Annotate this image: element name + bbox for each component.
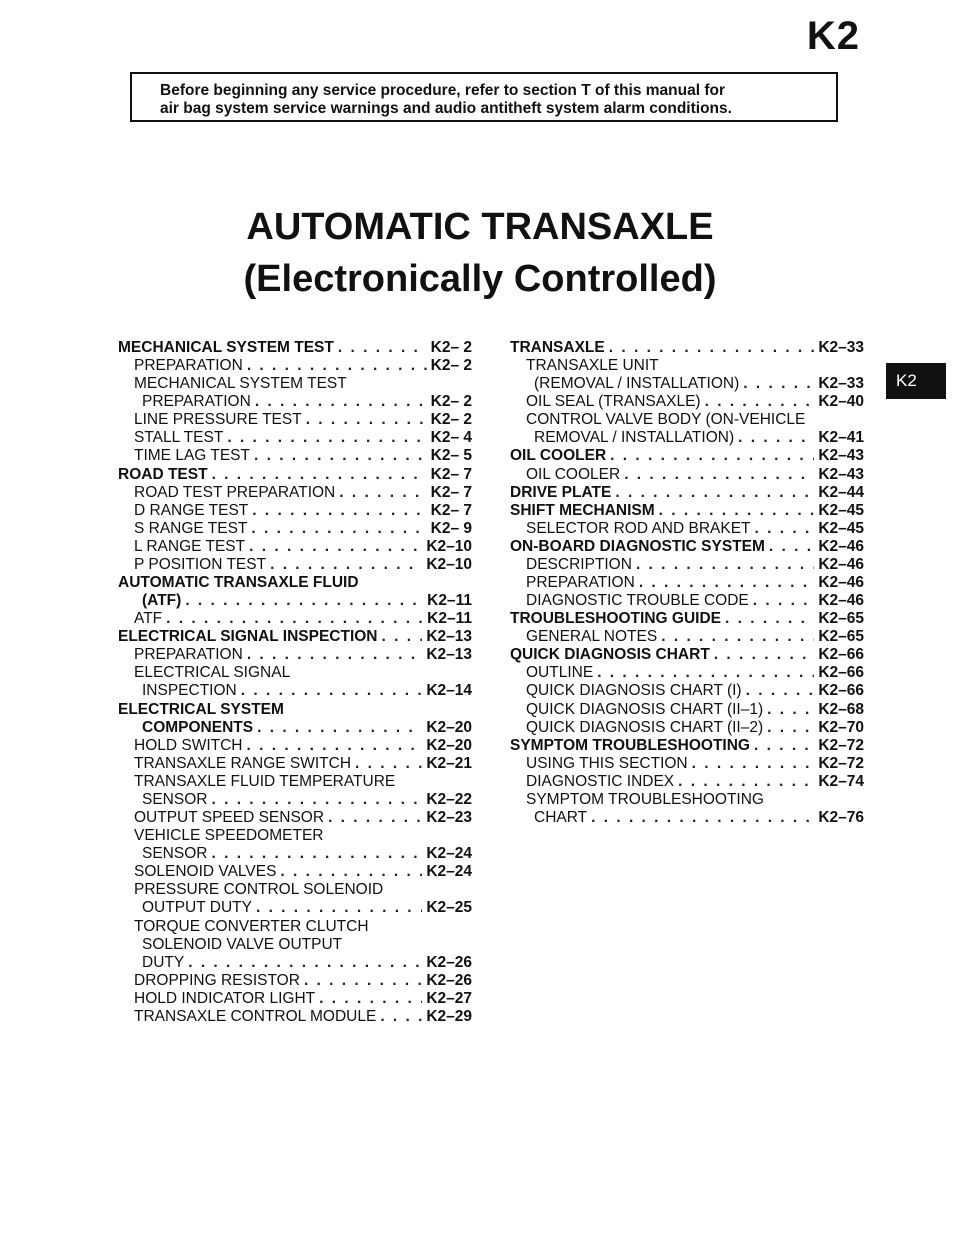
- toc-entry[interactable]: [118, 773, 472, 791]
- toc-entry-label: MECHANICAL SYSTEM TEST: [134, 375, 347, 393]
- toc-entry-page: K2–27: [426, 989, 472, 1007]
- toc-entry[interactable]: [118, 809, 472, 827]
- toc-entry-page: K2–43: [818, 447, 864, 465]
- toc-entry-page: K2–24: [426, 845, 472, 863]
- toc-entry[interactable]: [510, 375, 864, 393]
- toc-dot-leader: [255, 393, 427, 411]
- toc-entry[interactable]: [510, 755, 864, 773]
- toc-entry-page: K2–26: [426, 971, 472, 989]
- toc-entry[interactable]: [118, 447, 472, 465]
- toc-entry-label: ELECTRICAL SIGNAL INSPECTION: [118, 628, 378, 646]
- toc-dot-leader: [339, 484, 426, 502]
- toc-entry-label: PRESSURE CONTROL SOLENOID: [134, 881, 384, 899]
- toc-dot-leader: [743, 375, 814, 393]
- toc-entry[interactable]: [510, 664, 864, 682]
- toc-entry-page: K2–72: [818, 754, 864, 772]
- toc-entry[interactable]: [510, 628, 864, 646]
- toc-entry-label: L RANGE TEST: [134, 537, 246, 555]
- toc-entry-page: K2–29: [426, 1007, 472, 1025]
- toc-entry[interactable]: [118, 1008, 472, 1026]
- toc-entry-label: SENSOR: [142, 790, 208, 808]
- toc-entry[interactable]: [510, 466, 864, 484]
- toc-entry-label: USING THIS SECTION: [526, 754, 688, 772]
- toc-dot-leader: [636, 556, 814, 574]
- toc-entry-page: K2–11: [427, 592, 472, 610]
- toc-entry[interactable]: [118, 936, 472, 954]
- toc-dot-leader: [241, 682, 423, 700]
- toc-dot-leader: [247, 646, 423, 664]
- toc-entry[interactable]: [118, 339, 472, 357]
- toc-entry-page: K2– 7: [430, 501, 472, 519]
- toc-dot-leader: [738, 429, 814, 447]
- toc-dot-leader: [769, 538, 814, 556]
- toc-entry[interactable]: [510, 773, 864, 791]
- toc-entry[interactable]: [118, 845, 472, 863]
- toc-entry[interactable]: [510, 556, 864, 574]
- toc-dot-leader: [355, 755, 422, 773]
- toc-entry[interactable]: [118, 538, 472, 556]
- toc-entry-page: K2–43: [818, 465, 864, 483]
- toc-entry-label: TORQUE CONVERTER CLUTCH: [134, 917, 369, 935]
- toc-dot-leader: [624, 466, 814, 484]
- toc-entry-page: K2–25: [426, 899, 472, 917]
- toc-entry-page: K2–33: [818, 339, 864, 356]
- toc-dot-leader: [254, 447, 427, 465]
- toc-entry-label: D RANGE TEST: [134, 501, 249, 519]
- toc-dot-leader: [188, 954, 422, 972]
- toc-entry[interactable]: [510, 719, 864, 737]
- toc-entry[interactable]: [118, 375, 472, 393]
- toc-dot-leader: [251, 520, 426, 538]
- toc-entry-label: ROAD TEST: [118, 465, 208, 483]
- toc-entry-label: PREPARATION: [526, 574, 635, 592]
- toc-entry-label: MECHANICAL SYSTEM TEST: [118, 339, 334, 356]
- toc-dot-leader: [304, 972, 422, 990]
- toc-entry-label: TRANSAXLE UNIT: [526, 357, 659, 375]
- toc-entry[interactable]: [510, 737, 864, 755]
- warning-line-1: Before beginning any service procedure, refer to section T of this manual for: [160, 82, 726, 99]
- toc-dot-leader: [338, 339, 427, 357]
- toc-entry-page: K2–10: [426, 537, 472, 555]
- toc-dot-leader: [319, 990, 422, 1008]
- toc-entry-page: K2– 2: [430, 393, 472, 411]
- toc-entry[interactable]: [118, 646, 472, 664]
- toc-entry[interactable]: [510, 592, 864, 610]
- toc-entry-label: HOLD INDICATOR LIGHT: [134, 989, 316, 1007]
- toc-entry-page: K2–20: [426, 736, 472, 754]
- toc-entry-label: SELECTOR ROD AND BRAKET: [526, 519, 751, 537]
- toc-entry-page: K2–70: [818, 718, 864, 736]
- toc-entry-label: ELECTRICAL SYSTEM: [118, 700, 284, 718]
- toc-entry-label: TROUBLESHOOTING GUIDE: [510, 610, 721, 628]
- toc-dot-leader: [678, 773, 814, 791]
- toc-entry-page: K2– 9: [430, 519, 472, 537]
- toc-entry-label: HOLD SWITCH: [134, 736, 243, 754]
- toc-entry-label: DIAGNOSTIC TROUBLE CODE: [526, 592, 749, 610]
- toc-dot-leader: [597, 664, 814, 682]
- toc-entry-label: GENERAL NOTES: [526, 628, 658, 646]
- warning-line-2: air bag system service warnings and audio antitheft system alarm conditions.: [160, 100, 732, 117]
- toc-entry[interactable]: [510, 574, 864, 592]
- toc-entry-label: DUTY: [142, 953, 185, 971]
- toc-entry[interactable]: [118, 484, 472, 502]
- toc-entry[interactable]: [118, 990, 472, 1008]
- toc-entry[interactable]: [118, 863, 472, 881]
- toc-dot-leader: [249, 538, 422, 556]
- toc-entry-page: K2–68: [818, 700, 864, 718]
- toc-entry-page: K2– 7: [430, 483, 472, 501]
- toc-entry-page: K2–40: [818, 393, 864, 411]
- toc-dot-leader: [767, 701, 814, 719]
- toc-entry-page: K2–11: [427, 610, 472, 628]
- toc-entry-page: K2– 5: [430, 447, 472, 465]
- toc-entry-page: K2–10: [426, 555, 472, 573]
- toc-dot-leader: [705, 393, 815, 411]
- toc-entry-label: CHART: [534, 809, 588, 827]
- toc-entry-page: K2–23: [426, 809, 472, 827]
- toc-entry-page: K2– 4: [430, 429, 472, 447]
- toc-left-column: [118, 339, 472, 1026]
- toc-entry[interactable]: [118, 737, 472, 755]
- toc-dot-leader: [753, 592, 815, 610]
- toc-entry[interactable]: [118, 791, 472, 809]
- toc-entry-label: SHIFT MECHANISM: [510, 501, 655, 519]
- toc-entry-label: AUTOMATIC TRANSAXLE FLUID: [118, 574, 359, 592]
- toc-entry[interactable]: [118, 827, 472, 845]
- toc-entry-label: COMPONENTS: [142, 718, 254, 736]
- toc-entry[interactable]: [118, 574, 472, 592]
- toc-dot-leader: [767, 719, 814, 737]
- toc-entry-label: QUICK DIAGNOSIS CHART (II–1): [526, 700, 764, 718]
- toc-dot-leader: [247, 737, 423, 755]
- toc-entry-page: K2–66: [818, 646, 864, 664]
- toc-entry-label: OIL SEAL (TRANSAXLE): [526, 393, 701, 411]
- toc-entry-label: TRANSAXLE RANGE SWITCH: [134, 754, 352, 772]
- toc-entry-page: K2–24: [426, 863, 472, 881]
- toc-entry-label: SENSOR: [142, 845, 208, 863]
- toc-entry-page: K2–44: [818, 483, 864, 501]
- toc-entry-label: S RANGE TEST: [134, 519, 248, 537]
- toc-dot-leader: [270, 556, 422, 574]
- toc-entry[interactable]: [118, 972, 472, 990]
- toc-dot-leader: [380, 1008, 422, 1026]
- toc-entry-page: K2–21: [426, 754, 472, 772]
- page-title: AUTOMATIC TRANSAXLE: [246, 206, 714, 248]
- toc-entry[interactable]: [118, 701, 472, 719]
- toc-entry-page: K2–13: [426, 628, 472, 646]
- toc-entry-page: K2–33: [818, 375, 864, 393]
- toc-entry-label: ELECTRICAL SIGNAL: [134, 664, 291, 682]
- toc-entry[interactable]: [510, 809, 864, 827]
- toc-entry-label: ROAD TEST PREPARATION: [134, 483, 336, 501]
- toc-entry-page: K2–14: [426, 682, 472, 700]
- toc-entry[interactable]: [510, 538, 864, 556]
- toc-dot-leader: [211, 791, 422, 809]
- toc-dot-leader: [185, 592, 423, 610]
- toc-entry-label: LINE PRESSURE TEST: [134, 411, 302, 429]
- toc-entry-label: OUTPUT SPEED SENSOR: [134, 809, 325, 827]
- toc-entry-page: K2– 7: [430, 465, 472, 483]
- toc-entry[interactable]: [118, 357, 472, 375]
- toc-entry-label: SYMPTOM TROUBLESHOOTING: [510, 736, 750, 754]
- section-tab[interactable]: K2: [886, 363, 946, 399]
- toc-entry[interactable]: [510, 682, 864, 700]
- toc-entry[interactable]: [118, 918, 472, 936]
- toc-dot-leader: [746, 682, 815, 700]
- toc-entry-label: ON-BOARD DIAGNOSTIC SYSTEM: [510, 537, 765, 555]
- toc-entry-label: OUTPUT DUTY: [142, 899, 252, 917]
- toc-dot-leader: [247, 357, 427, 375]
- toc-entry-label: ATF: [134, 610, 163, 628]
- toc-entry-page: K2–22: [426, 790, 472, 808]
- toc-entry-label: TIME LAG TEST: [134, 447, 250, 465]
- toc-entry-page: K2–45: [818, 519, 864, 537]
- toc-entry[interactable]: [510, 520, 864, 538]
- toc-entry-label: (ATF): [142, 592, 182, 610]
- toc-dot-leader: [615, 484, 814, 502]
- toc-entry[interactable]: [118, 502, 472, 520]
- toc-right-column: [510, 339, 864, 827]
- toc-entry-label: PREPARATION: [134, 646, 243, 664]
- toc-dot-leader: [610, 447, 814, 465]
- toc-entry-label: DIAGNOSTIC INDEX: [526, 772, 675, 790]
- toc-entry-label: PREPARATION: [134, 357, 243, 375]
- toc-entry-page: K2–20: [426, 718, 472, 736]
- toc-entry[interactable]: [118, 954, 472, 972]
- toc-entry-label: TRANSAXLE FLUID TEMPERATURE: [134, 772, 396, 790]
- toc-entry[interactable]: [118, 411, 472, 429]
- toc-entry[interactable]: [118, 610, 472, 628]
- toc-entry[interactable]: [118, 393, 472, 411]
- toc-entry-label: TRANSAXLE CONTROL MODULE: [134, 1007, 377, 1025]
- toc-entry[interactable]: [118, 429, 472, 447]
- toc-entry[interactable]: [118, 682, 472, 700]
- toc-entry-page: K2–65: [818, 628, 864, 646]
- toc-entry[interactable]: [118, 881, 472, 899]
- toc-dot-leader: [725, 610, 814, 628]
- toc-entry-page: K2– 2: [430, 357, 472, 375]
- toc-entry[interactable]: [510, 357, 864, 375]
- toc-entry[interactable]: [510, 502, 864, 520]
- toc-entry-page: K2–46: [818, 537, 864, 555]
- toc-entry-label: SYMPTOM TROUBLESHOOTING: [526, 790, 764, 808]
- toc-entry-label: INSPECTION: [142, 682, 237, 700]
- toc-entry[interactable]: [118, 755, 472, 773]
- toc-entry-page: K2–76: [818, 809, 864, 827]
- toc-entry-label: P POSITION TEST: [134, 555, 267, 573]
- toc-entry[interactable]: [118, 719, 472, 737]
- toc-entry-page: K2–66: [818, 682, 864, 700]
- toc-dot-leader: [661, 628, 814, 646]
- toc-entry-page: K2–45: [818, 501, 864, 519]
- toc-dot-leader: [257, 719, 422, 737]
- toc-entry-page: K2–74: [818, 772, 864, 790]
- toc-entry-label: QUICK DIAGNOSIS CHART: [510, 646, 710, 664]
- toc-entry-label: STALL TEST: [134, 429, 224, 447]
- toc-dot-leader: [382, 628, 423, 646]
- toc-entry-label: TRANSAXLE: [510, 339, 605, 356]
- toc-entry[interactable]: [118, 664, 472, 682]
- toc-entry-page: K2–72: [818, 736, 864, 754]
- toc-entry[interactable]: [510, 393, 864, 411]
- page-subtitle: (Electronically Controlled): [243, 258, 717, 300]
- toc-entry[interactable]: [510, 447, 864, 465]
- toc-entry-label: QUICK DIAGNOSIS CHART (I): [526, 682, 742, 700]
- toc-dot-leader: [755, 520, 815, 538]
- toc-entry-page: K2–66: [818, 664, 864, 682]
- toc-entry-page: K2–46: [818, 574, 864, 592]
- toc-entry[interactable]: [510, 646, 864, 664]
- toc-entry[interactable]: [510, 484, 864, 502]
- toc-entry-page: K2–13: [426, 646, 472, 664]
- toc-entry[interactable]: [510, 411, 864, 429]
- toc-entry[interactable]: [510, 339, 864, 357]
- toc-entry[interactable]: [118, 556, 472, 574]
- toc-dot-leader: [211, 845, 422, 863]
- toc-entry[interactable]: [510, 791, 864, 809]
- toc-entry-label: CONTROL VALVE BODY (ON-VEHICLE: [526, 411, 806, 429]
- toc-entry[interactable]: [118, 899, 472, 917]
- toc-entry-label: VEHICLE SPEEDOMETER: [134, 827, 324, 845]
- toc-entry-label: OIL COOLER: [510, 447, 607, 465]
- service-warning-box: [130, 72, 838, 122]
- toc-dot-leader: [212, 466, 427, 484]
- toc-entry[interactable]: [118, 520, 472, 538]
- toc-dot-leader: [714, 646, 815, 664]
- toc-entry-label: DRIVE PLATE: [510, 483, 612, 501]
- toc-entry-label: (REMOVAL / INSTALLATION): [534, 375, 740, 393]
- toc-entry-label: PREPARATION: [142, 393, 251, 411]
- toc-dot-leader: [280, 863, 422, 881]
- toc-dot-leader: [591, 809, 814, 827]
- toc-entry-label: OIL COOLER: [526, 465, 621, 483]
- toc-entry-page: K2–46: [818, 592, 864, 610]
- toc-entry-label: OUTLINE: [526, 664, 594, 682]
- toc-entry[interactable]: [510, 701, 864, 719]
- toc-dot-leader: [659, 502, 815, 520]
- toc-entry[interactable]: [510, 429, 864, 447]
- toc-entry-label: DROPPING RESISTOR: [134, 971, 300, 989]
- toc-entry[interactable]: [510, 610, 864, 628]
- toc-entry[interactable]: [118, 628, 472, 646]
- toc-entry-page: K2– 2: [430, 339, 472, 356]
- toc-dot-leader: [166, 610, 423, 628]
- toc-dot-leader: [227, 429, 426, 447]
- toc-dot-leader: [328, 809, 422, 827]
- toc-dot-leader: [256, 899, 422, 917]
- toc-entry-page: K2–65: [818, 610, 864, 628]
- toc-entry-page: K2–41: [818, 429, 864, 447]
- toc-entry-page: K2– 2: [430, 411, 472, 429]
- toc-entry-label: SOLENOID VALVES: [134, 863, 277, 881]
- toc-dot-leader: [306, 411, 427, 429]
- toc-entry-label: REMOVAL / INSTALLATION): [534, 429, 735, 447]
- toc-entry-label: QUICK DIAGNOSIS CHART (II–2): [526, 718, 764, 736]
- toc-entry-label: DESCRIPTION: [526, 555, 632, 573]
- section-code: K2: [806, 14, 860, 58]
- toc-dot-leader: [252, 502, 426, 520]
- toc-entry-label: SOLENOID VALVE OUTPUT: [142, 935, 343, 953]
- toc-dot-leader: [692, 755, 815, 773]
- toc-entry[interactable]: [118, 466, 472, 484]
- toc-dot-leader: [754, 737, 814, 755]
- toc-entry[interactable]: [118, 592, 472, 610]
- toc-entry-page: K2–26: [426, 953, 472, 971]
- toc-dot-leader: [639, 574, 815, 592]
- toc-entry-page: K2–46: [818, 555, 864, 573]
- toc-dot-leader: [609, 339, 815, 357]
